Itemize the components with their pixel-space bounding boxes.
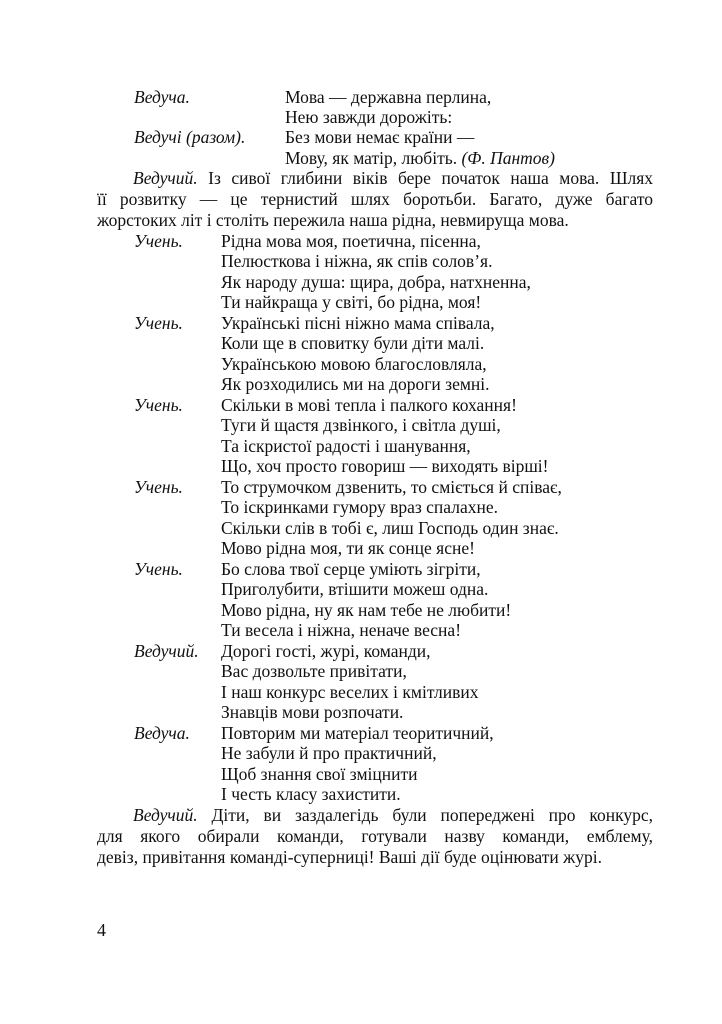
verse-line: Як народу душа: щира, добра, натхненна,: [221, 272, 531, 292]
speaker-label: Ведучі (разом).: [134, 127, 246, 147]
verse-line: І честь класу захистити.: [221, 784, 401, 804]
verse-line: Дорогі гості, журі, команди,: [221, 641, 431, 661]
verse-line: Коли ще в сповитку були діти малі.: [221, 333, 485, 353]
verse-line: Та іскристої радості і шанування,: [221, 436, 471, 456]
verse-line: Знавців мови розпочати.: [221, 702, 404, 722]
verse-line: Українською мовою благословляла,: [221, 354, 487, 374]
verse-line: Що, хоч просто говориш — виходять вірші!: [221, 456, 549, 476]
verse-text: Мову, як матір, любіть.: [285, 148, 458, 168]
prose-line: жорстоких літ і століть пережила наша рідна, невмируща мова.: [97, 210, 569, 230]
verse-line: Українські пісні ніжно мама співала,: [221, 313, 495, 333]
prose-line: девіз, привітання команді-суперниці! Ваші дії буде оцінювати журі.: [97, 847, 602, 867]
verse-line: Мово рідна моя, ти як сонце ясне!: [221, 538, 475, 558]
verse-line: Мово рідна, ну як нам тебе не любити!: [221, 600, 512, 620]
verse-line: То струмочком дзвенить, то сміється й співає,: [221, 477, 562, 497]
verse-line: Рідна мова моя, поетична, пісенна,: [221, 231, 481, 251]
verse-line: Пелюсткова і ніжна, як спів солов’я.: [221, 251, 493, 271]
speaker-label: Учень.: [134, 477, 183, 497]
verse-line: Без мови немає країни —: [285, 127, 475, 147]
prose-line: її розвитку — це тернистий шлях боротьби. Багато, дуже багато: [97, 189, 653, 209]
speaker-label: Учень.: [134, 231, 183, 251]
prose-line: [97, 805, 653, 826]
verse-line: Мова — державна перлина,: [285, 87, 492, 107]
verse-line: Ти найкраща у світі, бо рідна, моя!: [221, 292, 482, 312]
verse-line: Не забули й про практичний,: [221, 743, 437, 763]
prose-text: Діти, ви заздалегідь були попереджені про конкурс,: [211, 805, 653, 825]
prose-line: [97, 168, 653, 189]
prose-line: для якого обирали команди, готували назву команди, емблему,: [97, 826, 653, 846]
verse-line: Ти весела і ніжна, неначе весна!: [221, 620, 462, 640]
verse-line: То іскринками гумору враз спалахне.: [221, 497, 498, 517]
attribution: (Ф. Пантов): [461, 148, 555, 168]
verse-line: Бо слова твої серце уміють зігріти,: [221, 559, 481, 579]
verse-line: Нею завжди дорожіть:: [285, 107, 453, 127]
verse-line: Вас дозвольте привітати,: [221, 661, 407, 681]
verse-line: Скільки слів в тобі є, лиш Господь один знає.: [221, 518, 559, 538]
verse-line: І наш конкурс веселих і кмітливих: [221, 682, 479, 702]
speaker-label: Ведучий.: [134, 641, 199, 661]
speaker-label: Учень.: [134, 559, 183, 579]
speaker-label: Ведучий.: [133, 168, 198, 188]
verse-line: Приголубити, втішити можеш одна.: [221, 579, 489, 599]
speaker-label: Ведуча.: [134, 723, 190, 743]
verse-line: Скільки в мові тепла і палкого кохання!: [221, 395, 517, 415]
page-number: 4: [97, 920, 106, 940]
speaker-label: Ведучий.: [133, 805, 198, 825]
verse-line: Повторим ми матеріал теоритичний,: [221, 723, 494, 743]
verse-line: Туги й щастя дзвінкого, і світла душі,: [221, 415, 501, 435]
verse-line-with-attribution: [285, 148, 555, 169]
verse-line: Щоб знання свої зміцнити: [221, 764, 418, 784]
speaker-label: Учень.: [134, 395, 183, 415]
speaker-label: Ведуча.: [134, 87, 190, 107]
speaker-label: Учень.: [134, 313, 183, 333]
verse-line: Як розходились ми на дороги земні.: [221, 374, 490, 394]
prose-text: Із сивої глибини віків бере початок наша мова. Шлях: [208, 168, 653, 188]
